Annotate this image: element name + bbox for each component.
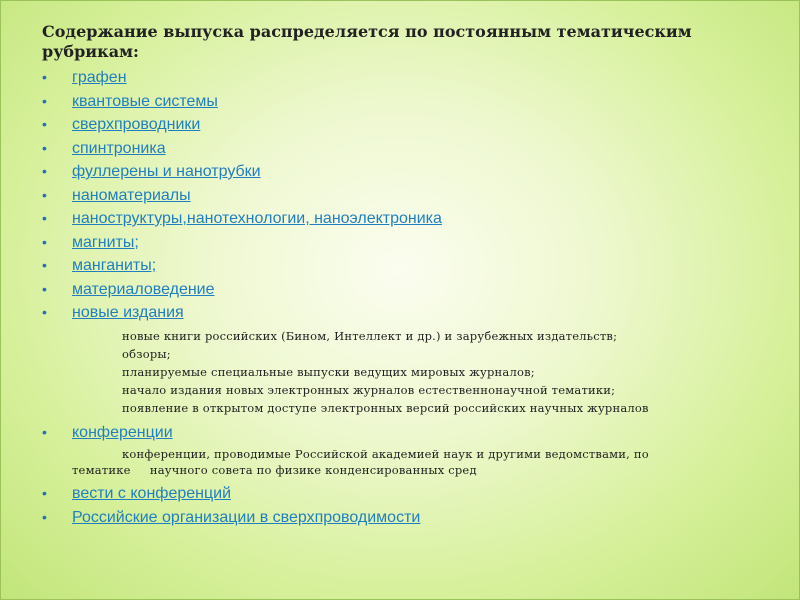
topic-link-russian-organizations[interactable]: Российские организации в сверхпроводимости	[72, 508, 421, 526]
list-item	[42, 421, 742, 479]
list-item	[42, 301, 742, 417]
topic-link-new-publications[interactable]: новые издания	[72, 304, 184, 321]
slide-content	[42, 22, 742, 529]
slide-heading: Содержание выпуска распределяется по постоянным тематическим рубрикам:	[42, 22, 692, 61]
topic-link-conference-news[interactable]: вести с конференций	[72, 485, 232, 502]
bullet-icon: •	[42, 69, 47, 85]
bullet-icon: •	[42, 304, 47, 320]
sub-item: обзоры;	[122, 346, 171, 361]
new-publications-sublist	[122, 327, 742, 417]
topic-link-superconductors[interactable]: сверхпроводники	[72, 116, 201, 133]
topic-link-manganites[interactable]: манганиты;	[72, 257, 157, 274]
topic-link-spintronics[interactable]: спинтроника	[72, 139, 166, 157]
bullet-icon: •	[42, 92, 47, 109]
bullet-icon: •	[42, 186, 47, 203]
sub-item: появление в открытом доступе электронных версий российских научных журналов	[122, 400, 649, 415]
bullet-icon: •	[42, 116, 47, 132]
bullet-icon: •	[42, 233, 47, 250]
list-item	[42, 90, 742, 114]
list-item	[42, 137, 742, 161]
sub-item: планируемые специальные выпуски ведущих мировых журналов;	[122, 364, 535, 379]
list-item	[42, 231, 742, 255]
list-item	[42, 66, 742, 90]
bullet-icon: •	[42, 508, 47, 525]
list-item	[42, 207, 742, 231]
topic-link-materials-science[interactable]: материаловедение	[72, 280, 215, 298]
topic-link-graphene[interactable]: графен	[72, 69, 127, 86]
conferences-sublist	[72, 446, 742, 478]
list-item	[42, 184, 742, 208]
list-item	[42, 278, 742, 302]
bullet-icon: •	[42, 423, 47, 440]
bullet-icon: •	[42, 139, 47, 156]
topic-list	[42, 66, 742, 529]
topic-link-fullerenes[interactable]: фуллерены и нанотрубки	[72, 163, 261, 180]
topic-link-quantum-systems[interactable]: квантовые системы	[72, 92, 218, 110]
topic-link-nanostructures[interactable]: наноструктуры,нанотехнологии, наноэлектроника	[72, 210, 442, 227]
sub-item: новые книги российских (Бином, Интеллект и др.) и зарубежных издательств;	[122, 328, 618, 343]
sub-item: начало издания новых электронных журналов естественнонаучной тематики;	[122, 382, 616, 397]
list-item	[42, 113, 742, 137]
bullet-icon: •	[42, 280, 47, 297]
list-item	[42, 506, 742, 530]
topic-link-nanomaterials[interactable]: наноматериалы	[72, 186, 191, 204]
list-item	[42, 482, 742, 506]
bullet-icon: •	[42, 485, 47, 501]
sub-item: конференции, проводимые Российской академией наук и другими ведомствами, по тематике научного совета по физике конденсированных сред	[72, 447, 653, 477]
topic-link-conferences[interactable]: конференции	[72, 423, 173, 441]
bullet-icon: •	[42, 163, 47, 179]
topic-link-magnets[interactable]: магниты;	[72, 233, 139, 251]
bullet-icon: •	[42, 257, 47, 273]
list-item	[42, 254, 742, 278]
bullet-icon: •	[42, 210, 47, 226]
list-item	[42, 160, 742, 184]
